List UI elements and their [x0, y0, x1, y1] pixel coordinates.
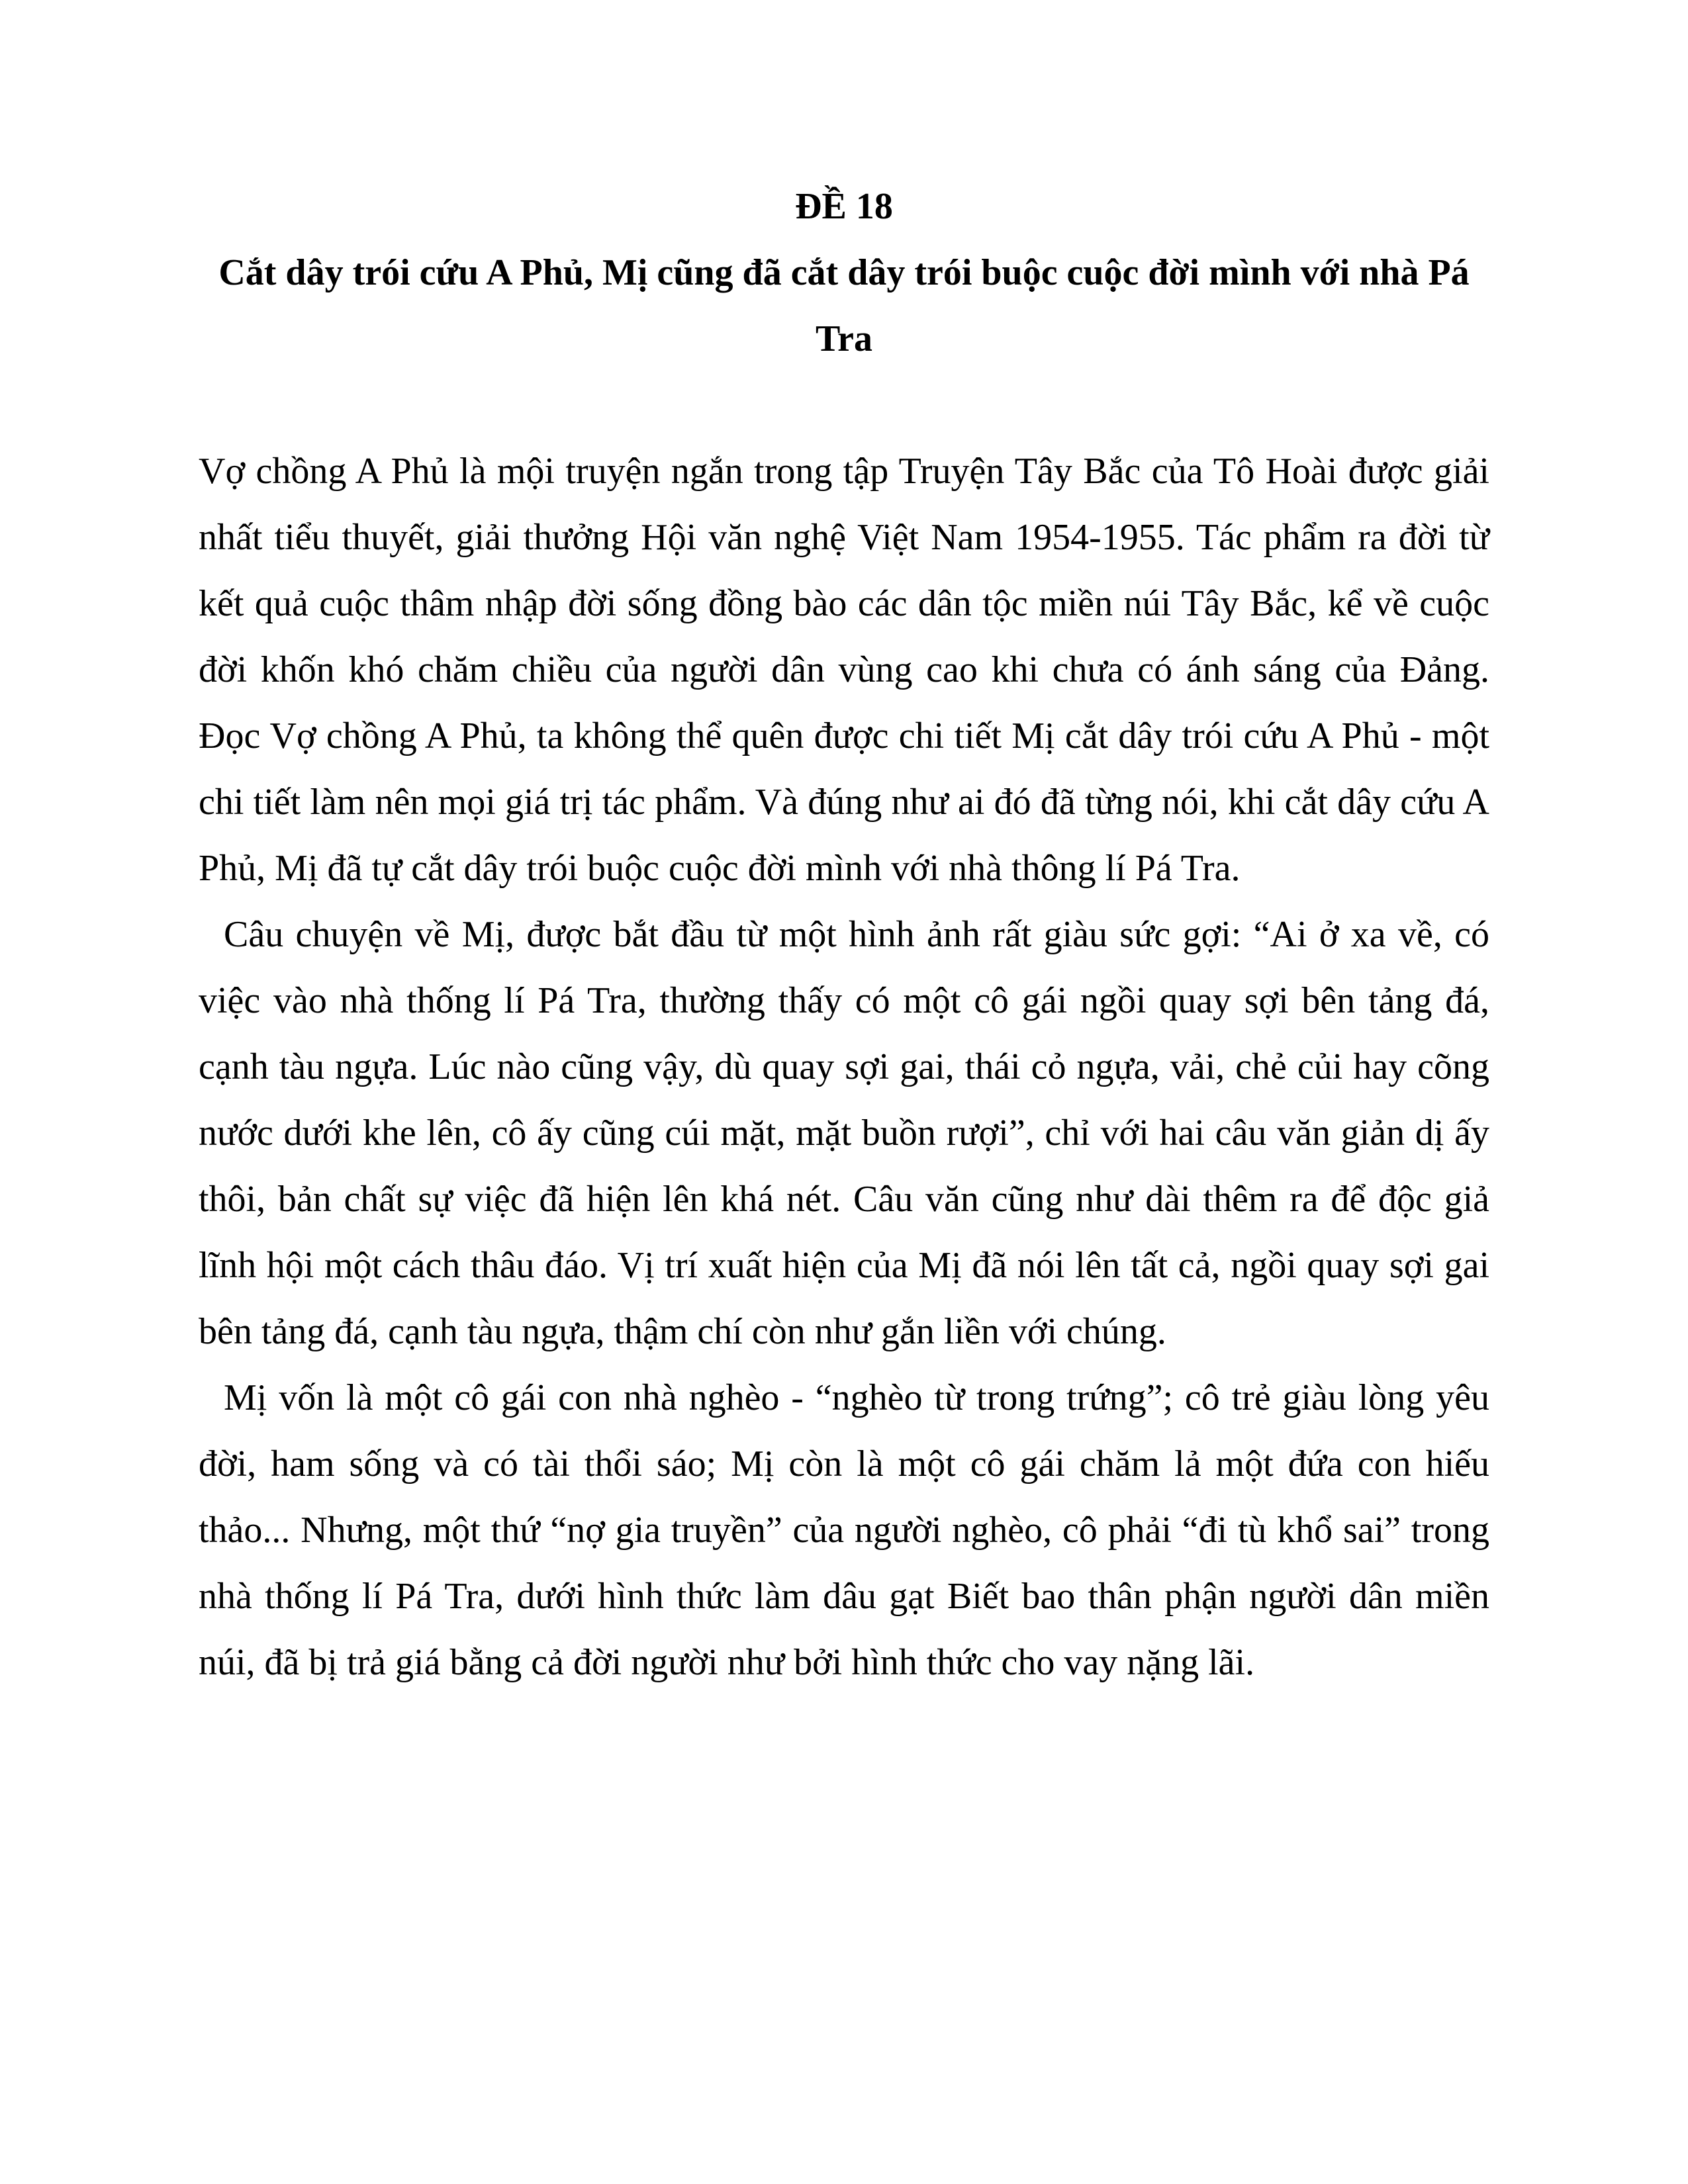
- heading-number: ĐỀ 18: [795, 186, 893, 227]
- paragraph-2: Câu chuyện về Mị, được bắt đầu từ một hình ảnh rất giàu sức gợi: “Ai ở xa về, có việc vào nhà thống lí Pá Tra, thường thấy có một cô gái ngồi quay sợi bên tảng đá, cạnh tàu ngựa. Lúc nào cũng vậy, dù quay sợi gai, thái cỏ ngựa, vải, chẻ củi hay cõng nước dưới khe lên, cô ấy cũng cúi mặt, mặt buồn rượi”, chỉ với hai câu văn giản dị ấy thôi, bản chất sự việc đã hiện lên khá nét. Câu văn cũng như dài thêm ra để độc giả lĩnh hội một cách thâu đáo. Vị trí xuất hiện của Mị đã nói lên tất cả, ngồi quay sợi gai bên tảng đá, cạnh tàu ngựa, thậm chí còn như gắn liền với chúng.: [199, 914, 1489, 1352]
- paragraph-1: Vợ chồng A Phủ là mội truyện ngắn trong tập Truyện Tây Bắc của Tô Hoài được giải nhất tiểu thuyết, giải thưởng Hội văn nghệ Việt Nam 1954-1955. Tác phẩm ra đời từ kết quả cuộc thâm nhập đời sống đồng bào các dân tộc miền núi Tây Bắc, kể về cuộc đời khốn khó chăm chiều của người dân vùng cao khi chưa có ánh sáng của Đảng. Đọc Vợ chồng A Phủ, ta không thể quên được chi tiết Mị cắt dây trói cứu A Phủ - một chi tiết làm nên mọi giá trị tác phẩm. Và đúng như ai đó đã từng nói, khi cắt dây cứu A Phủ, Mị đã tự cắt dây trói buộc cuộc đời mình với nhà thông lí Pá Tra.: [199, 451, 1489, 889]
- paragraph-3: Mị vốn là một cô gái con nhà nghèo - “nghèo từ trong trứng”; cô trẻ giàu lòng yêu đời, ham sống và có tài thổi sáo; Mị còn là một cô gái chăm lả một đứa con hiếu thảo... Nhưng, một thứ “nợ gia truyền” của người nghèo, cô phải “đi tù khổ sai” trong nhà thống lí Pá Tra, dưới hình thức làm dâu gạt Biết bao thân phận người dân miền núi, đã bị trả giá bằng cả đời người như bởi hình thức cho vay nặng lãi.: [199, 1377, 1489, 1683]
- body-text: [199, 438, 1489, 1696]
- heading-title: Cắt dây trói cứu A Phủ, Mị cũng đã cắt dây trói buộc cuộc đời mình với nhà Pá Tra: [218, 252, 1470, 359]
